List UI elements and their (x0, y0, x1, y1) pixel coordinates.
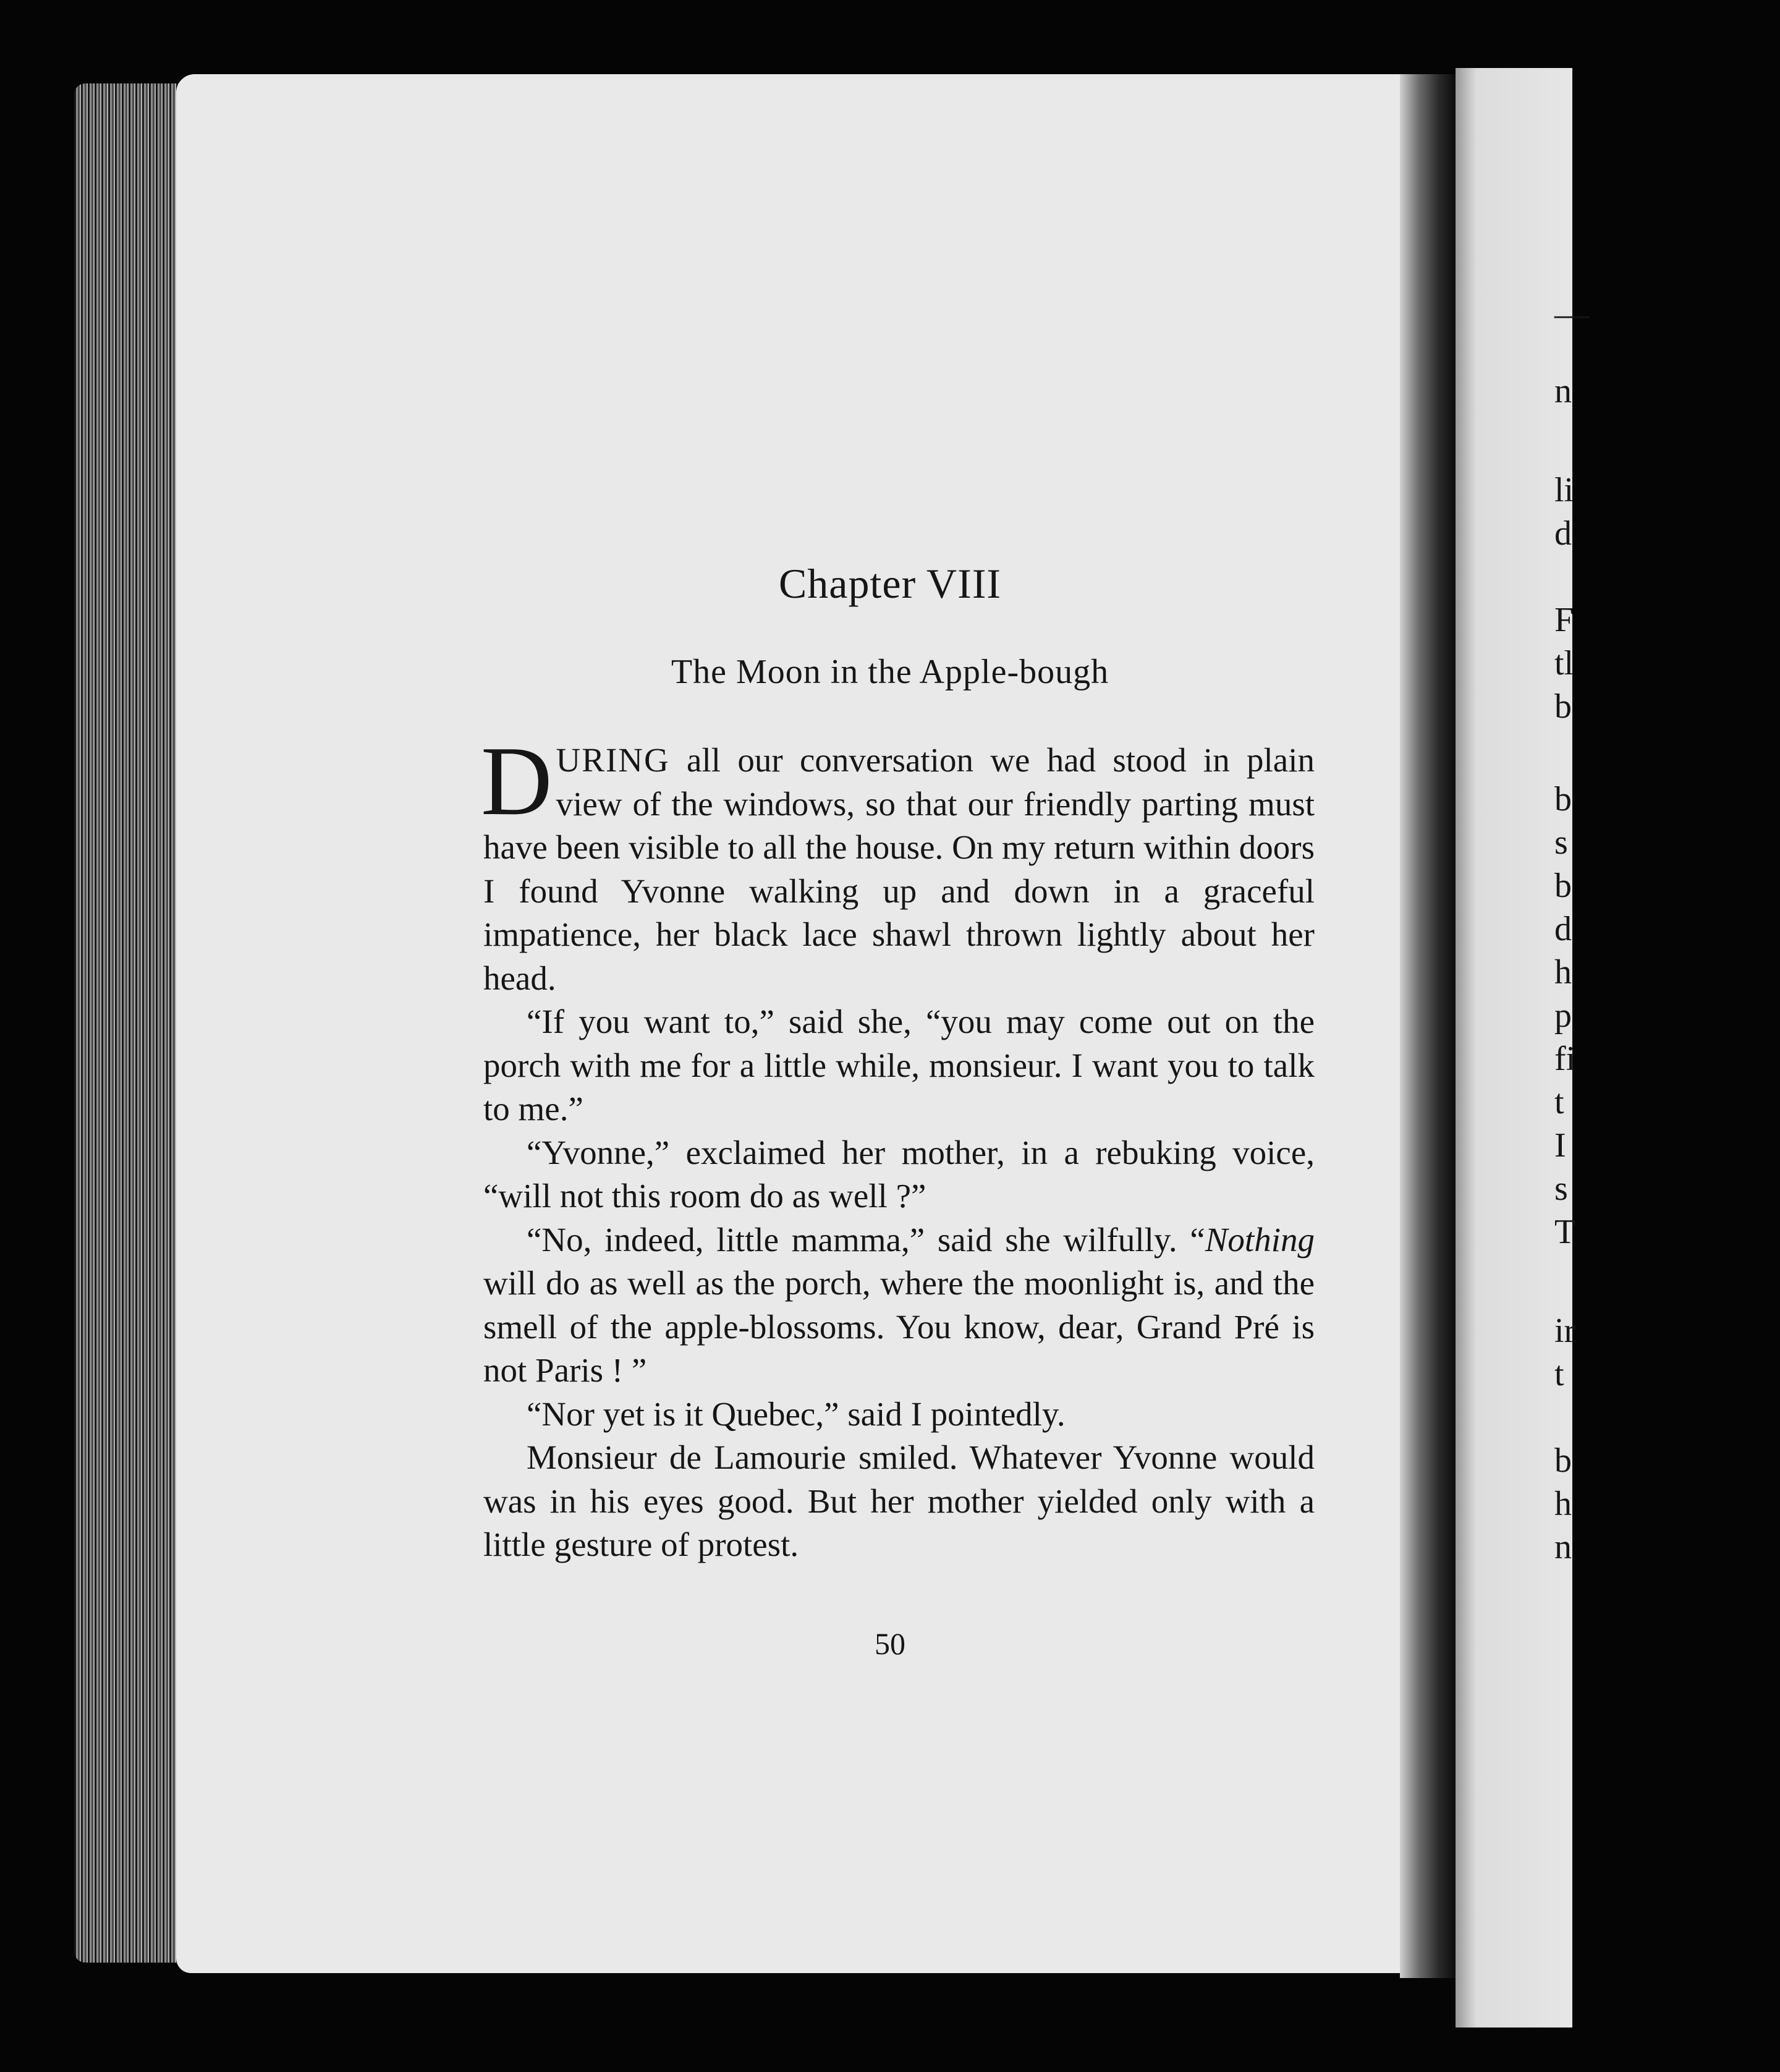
facing-page-fragment: t (1554, 1083, 1564, 1121)
facing-page-fragment: d (1554, 910, 1572, 948)
emphasis-text: Nothing (1205, 1220, 1315, 1259)
facing-page-fragment: p (1554, 996, 1572, 1035)
paragraph-2: “If you want to,” said she, “you may come out on the porch with me for a little while, monsieur. I want you to talk to me.” (483, 1003, 1315, 1127)
facing-page-fragment: t (1554, 1355, 1564, 1393)
book-gutter (1400, 74, 1456, 1978)
facing-page-fragment: fi (1554, 1040, 1576, 1078)
facing-page-fragment: ir (1554, 1312, 1576, 1350)
paragraph-text: “No, indeed, little mamma,” said she wilfully. “ (527, 1220, 1205, 1259)
paragraph-4 (483, 1218, 1315, 1393)
facing-page-fragment: b (1554, 867, 1572, 905)
facing-page-fragment: F (1554, 601, 1574, 639)
lead-word: URING (556, 741, 670, 779)
paragraph-text: all our conversation we had stood in plain view of the windows, so that our friendly parting must have been visible to all the house. On my return within doors I found Yvonne walking up and down in a graceful impatience, her black lace shawl thrown lightly about her head. (483, 741, 1315, 997)
page-number: 50 (875, 1626, 905, 1661)
facing-page-fragment: h (1554, 1485, 1572, 1523)
facing-page-fragment: — (1554, 295, 1589, 333)
facing-page-fragment: n (1554, 1528, 1572, 1566)
facing-page-fragment: n (1554, 372, 1572, 410)
drop-cap: D (481, 726, 553, 836)
facing-page-fragment: h (1554, 953, 1572, 991)
paragraph-3: “Yvonne,” exclaimed her mother, in a rebuking voice, “will not this room do as well ?” (483, 1133, 1315, 1215)
facing-page-fragment: b (1554, 780, 1572, 818)
chapter-subtitle: The Moon in the Apple-bough (671, 653, 1109, 691)
facing-page-fragment: li (1554, 471, 1574, 509)
body-text (481, 726, 1315, 1567)
paragraph-5: “Nor yet is it Quebec,” said I pointedly. (527, 1395, 1066, 1433)
paragraph-1 (481, 726, 1315, 1000)
facing-page-fragment: T (1554, 1213, 1576, 1251)
paragraph-text: will do as well as the porch, where the moonlight is, and the smell of the apple-blossoms. You know, dear, Grand Pré is not Paris ! ” (483, 1264, 1315, 1389)
facing-page-fragment: d (1554, 514, 1572, 553)
facing-page-fragment: I (1554, 1126, 1566, 1165)
paragraph-6: Monsieur de Lamourie smiled. Whatever Yvonne would was in his eyes good. But her mother yielded only with a little gesture of protest. (483, 1438, 1315, 1563)
facing-page-fragment: b (1554, 1441, 1572, 1480)
facing-page-fragment: tl (1554, 644, 1574, 682)
chapter-title: Chapter VIII (778, 560, 1002, 607)
facing-page-fragment: s (1554, 823, 1568, 862)
facing-page-fragment: s (1554, 1170, 1568, 1208)
facing-page-fragment: b (1554, 687, 1572, 726)
